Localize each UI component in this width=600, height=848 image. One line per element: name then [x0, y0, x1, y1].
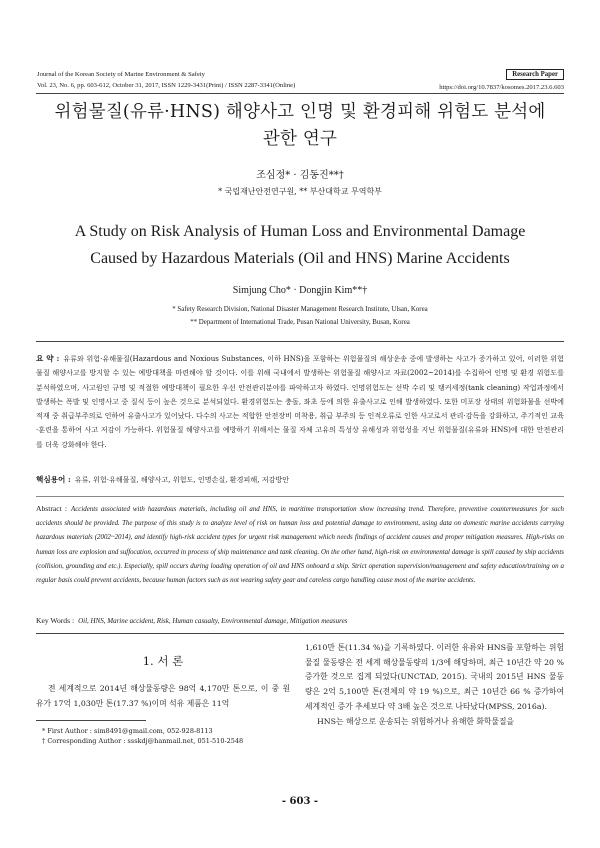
english-title-line2: Caused by Hazardous Materials (Oil and HNS) Marine Accidents [90, 250, 510, 267]
english-abstract-label: Abstract : [36, 504, 68, 513]
korean-abstract-text: 유류와 위험·유해물질(Hazardous and Noxious Substances, 이하 HNS)을 포함하는 위험물질의 해상운송 중에 발생하는 사고가 증가하고 있어, 이러한 위험물질 해양사고를 방지할 수 있는 예방대책을 마련해야 할 것이다. 이를 위해 국내에서 발생하는 위험물질 해양사고 자료(2002~2014)를 수집하여 인명 및 환경 위험도를 분석하였으며, 사고원인 규명 및 적절한 예방대책이 필요한 우선 안전관리분야를 파악하고자 하였다. 인명위험도는 선박 수리 및 탱커세정(tank cleaning) 작업과정에서 발생하는 폭발 및 인명사고 중 질식 등이 높은 것으로 분석되었다. 환경위험도는 충돌, 좌초 등에 의한 유출사고로 인해 발생하였다. 또한 미포장 상태의 위험화물을 선박에 적재 중 취급부주의로 인하여 유출사고가 있어났다. 다수의 사고는 적합한 안전장비 미착용, 취급 부주의 등 인적오류로 인한 사고로서 관리·감독을 강화하고, 주기적인 교육·훈련을 통하여 사고 저감이 가능하다. 위험물질 해양사고를 예방하기 위해서는 물질 자체 고유의 특성상 유해성과 위험성을 지닌 위험물질(유류와 HNS)에 대한 안전관리를 더욱 강화해야 한다. [36, 354, 564, 449]
korean-title [40, 99, 560, 153]
body-top-divider [36, 633, 564, 634]
footnote-rule [36, 720, 146, 721]
english-title-line1: A Study on Risk Analysis of Human Loss and Environmental Damage [74, 223, 526, 240]
english-abstract [36, 502, 564, 588]
english-abstract-text: Accidents associated with hazardous materials, including oil and HNS, in maritime transportation show increasing trend. Therefore, preventive countermeasures for such accidents should be provided. The purpose of this study is to analyze level of risk on human loss and potential damage to environment, using data on domestic marine accidents carrying hazardous materials (2002~2014), and identify high-risk accident types for urgent risk management which needs findings of accident causes and proper mitigation measures. High-risks on human loss are explosion and suffocation, occurred in process of ship maintenance and tank cleaning. On the other hand, high-risk on environmental damage is spill caused by ship accidents (collision, grounding and etc.). Especially, spill occurs during loading operation of oil and HNS onboard a ship. Strict operation supervision/management and safety education/training on a regular basis could prevent accidents, because human factors such as not wearing safety gear and careless cargo handling cause most of the marine accidents. [36, 506, 564, 585]
korean-keywords-text: 유류, 위험·유해물질, 해양사고, 위험도, 인명손실, 환경피해, 저감방안 [74, 475, 290, 484]
english-affiliations [0, 304, 600, 329]
english-keywords [36, 615, 564, 627]
body-paragraph: 1,610만 톤(11.34 %)을 기록하였다. 이러한 유류와 HNS를 포함하는 위험물질 물동량은 전 세계 해상물동량의 1/3에 해당하며, 최근 10년간 약 20 % 증가한 것으로 집계 되었다(UNCTAD, 2015). 국내의 2015년 HNS 물동량은 2억 5,100만 톤(전체의 약 19 %)으로, 최근 10년간 66 % 증가하여 세계적인 증가 추세보다 약 3배 높은 것으로 나타났다(MPSS, 2016a). [305, 643, 564, 711]
abstract-top-divider [36, 341, 564, 342]
korean-title-line1: 위험물질(유류·HNS) 해양사고 인명 및 환경피해 위험도 분석에 [54, 102, 546, 122]
english-title [30, 218, 570, 272]
korean-abstract-label: 요 약 : [36, 354, 60, 363]
page-number: - 603 - [281, 796, 319, 807]
first-author-footnote: * First Author : sim8491@gmail.com, 052-928-8113 [42, 727, 213, 736]
header-divider [36, 93, 564, 94]
corresponding-author-footnote: † Corresponding Author : ssskdj@hanmail.net, 051-510-2548 [42, 737, 244, 746]
korean-keywords-label: 핵심용어 : [36, 475, 71, 484]
header-right [439, 69, 564, 93]
doi-link[interactable]: https://doi.org/10.7837/kosomes.2017.23.6.603 [439, 84, 564, 91]
english-authors: Simjung Cho* · Dongjin Kim**† [232, 285, 368, 296]
journal-name: Journal of the Korean Society of Marine Environment & Safety [37, 71, 205, 78]
body-paragraph: HNS는 해상으로 운송되는 위험하거나 유해한 화학물질을 [317, 716, 515, 726]
left-column [36, 641, 290, 746]
korean-affiliations: * 국립재난안전연구원, ** 부산대학교 무역학부 [218, 187, 382, 196]
english-keywords-text: Oil, HNS, Marine accident, Risk, Human casualty, Environmental damage, Mitigation measures [78, 617, 348, 625]
korean-abstract [36, 352, 564, 452]
research-paper-badge: Research Paper [506, 69, 564, 80]
korean-title-line2: 관한 연구 [262, 129, 338, 149]
affiliation-2: ** Department of International Trade, Pusan National University, Busan, Korea [190, 318, 410, 326]
korean-keywords [36, 474, 564, 486]
english-keywords-label: Key Words : [36, 616, 75, 625]
affiliation-1: * Safety Research Division, National Disaster Management Research Institute, Ulsan, Korea [172, 306, 428, 313]
volume-info: Vol. 23, No. 6, pp. 603-612, October 31, 2017, ISSN 1229-3431(Print) / ISSN 2287-3341(Online) [37, 82, 296, 89]
section-title: 1. 서 론 [142, 654, 184, 668]
abstract-mid-divider [36, 496, 564, 497]
body-paragraph: 전 세계적으로 2014년 해상물동량은 98억 4,170만 톤으로, 이 중 원유가 17억 1,030만 톤(17.37 %)이며 석유 제품은 11억 [36, 684, 290, 708]
right-column [305, 641, 564, 729]
journal-header [37, 69, 295, 91]
korean-authors: 조심정* · 김동진**† [256, 170, 344, 181]
